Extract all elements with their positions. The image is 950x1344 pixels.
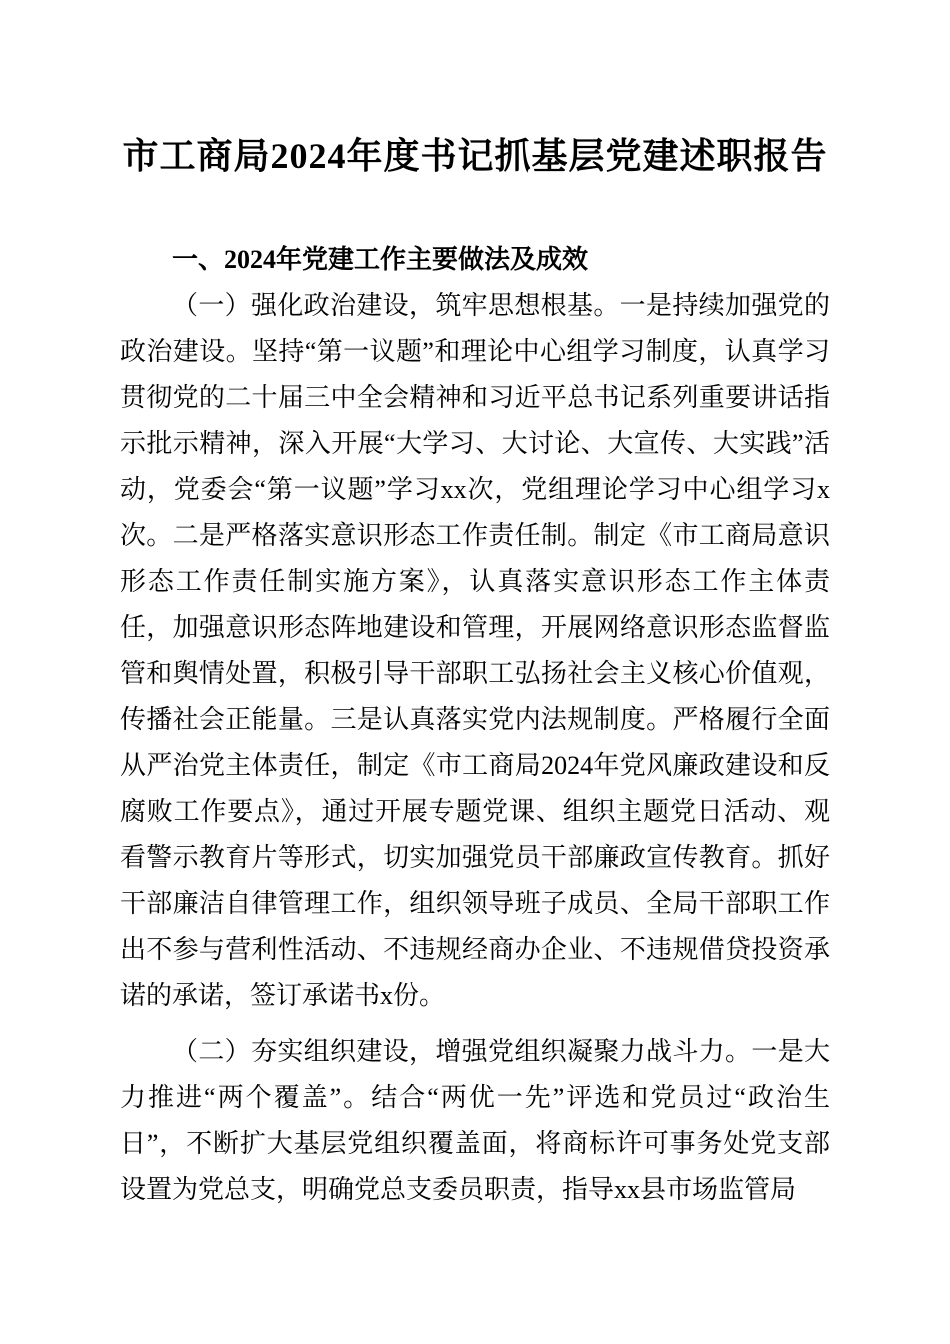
paragraph: （一）强化政治建设，筑牢思想根基。一是持续加强党的政治建设。坚持“第一议题”和理论中心组学习制度，认真学习贯彻党的二十届三中全会精神和习近平总书记系列重要讲话指示批示精神，深入开展“大学习、大讨论、大宣传、大实践”活动，党委会“第一议题”学习xx次，党组理论学习中心组学习x次。二是严格落实意识形态工作责任制。制定《市工商局意识形态工作责任制实施方案》，认真落实意识形态工作主体责任，加强意识形态阵地建设和管理，开展网络意识形态监督监管和舆情处置，积极引导干部职工弘扬社会主义核心价值观，传播社会正能量。三是认真落实党内法规制度。严格履行全面从严治党主体责任，制定《市工商局2024年党风廉政建设和反腐败工作要点》，通过开展专题党课、组织主题党日活动、观看警示教育片等形式，切实加强党员干部廉政宣传教育。抓好干部廉洁自律管理工作，组织领导班子成员、全局干部职工作出不参与营利性活动、不违规经商办企业、不违规借贷投资承诺的承诺，签订承诺书x份。	[120, 290, 830, 1010]
paragraph: （二）夯实组织建设，增强党组织凝聚力战斗力。一是大力推进“两个覆盖”。结合“两优一先”评选和党员过“政治生日”，不断扩大基层党组织覆盖面，将商标许可事务处党支部设置为党总支，明确党总支委员职责，指导xx县市场监管局	[120, 1036, 830, 1204]
section-heading: 一、2024年党建工作主要做法及成效	[172, 244, 589, 274]
document-title: 市工商局2024年度书记抓基层党建述职报告	[122, 136, 828, 176]
